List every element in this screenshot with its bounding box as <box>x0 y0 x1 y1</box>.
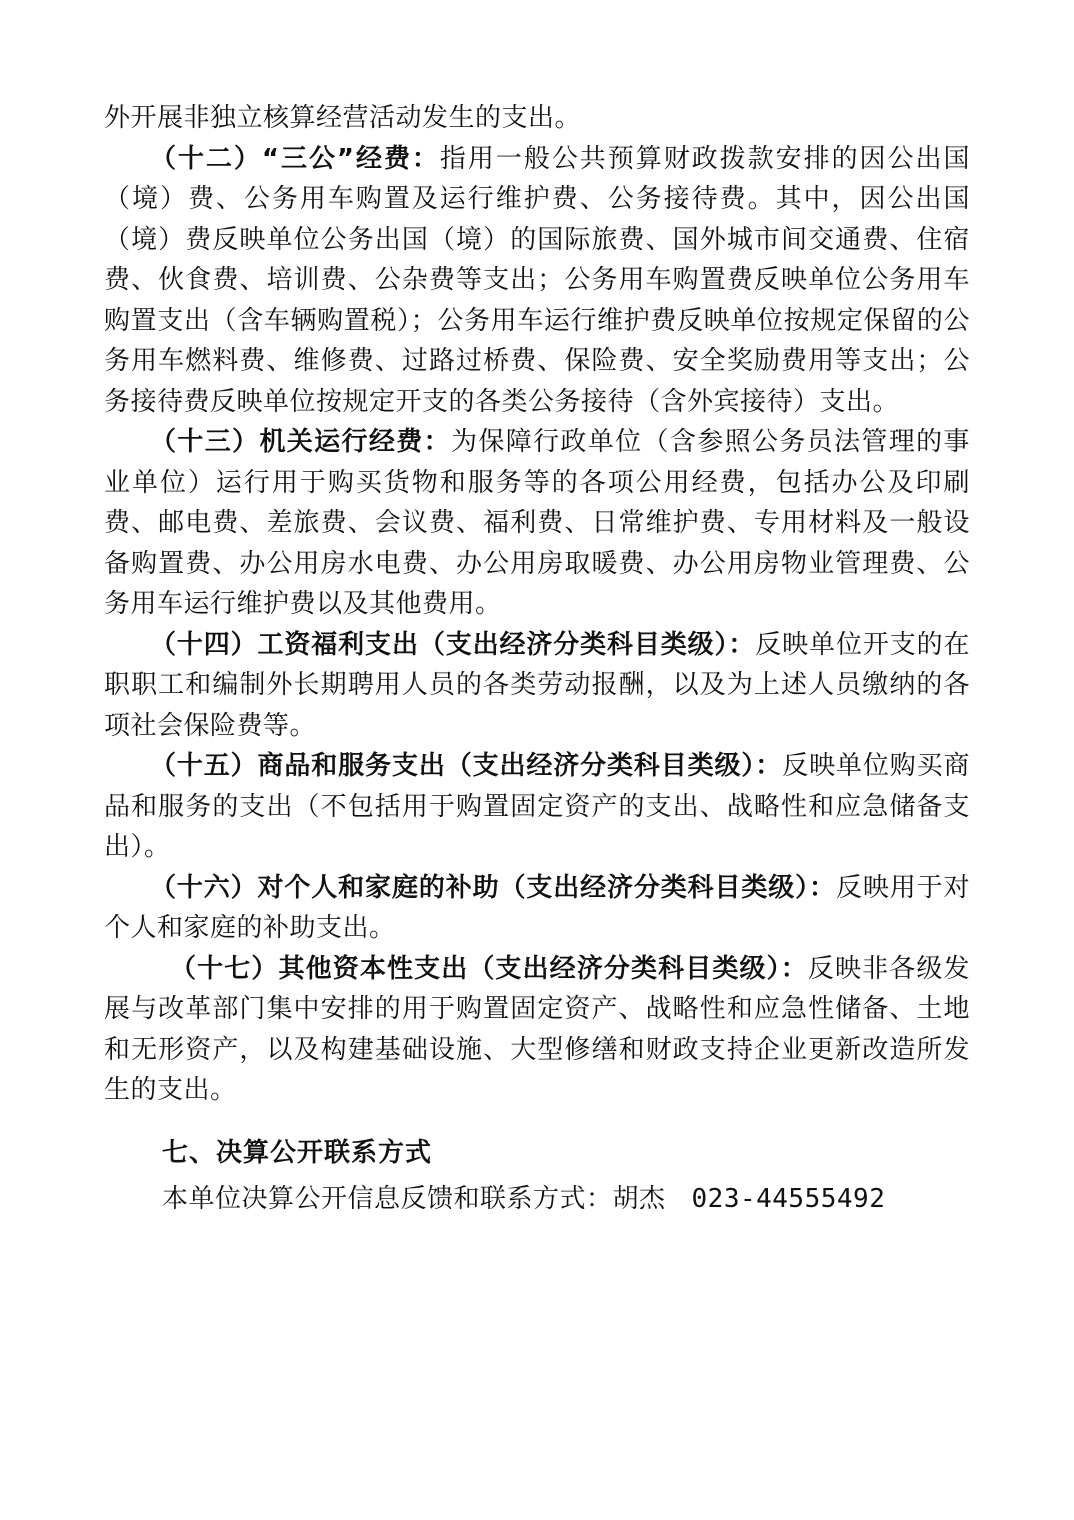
term-heading: （十四）工资福利支出（支出经济分类科目类级）： <box>150 629 756 660</box>
paragraph-body: 反映单位开支的在职职工和编制外长期聘用人员的各类劳动报酬，以及为上述人员缴纳的各项社会保险费等。 <box>104 629 970 741</box>
paragraph-continuation <box>104 98 970 139</box>
paragraph-item-12 <box>104 139 970 423</box>
section-heading: 七、决算公开联系方式 <box>162 1137 433 1168</box>
term-heading: （十六）对个人和家庭的补助（支出经济分类科目类级）： <box>150 872 836 903</box>
contact-phone: 023-44555492 <box>691 1183 886 1214</box>
term-heading: （十二）“三公”经费： <box>150 143 440 174</box>
paragraph-body: 反映单位购买商品和服务的支出（不包括用于购置固定资产的支出、战略性和应急储备支出）。 <box>104 751 970 862</box>
contact-line <box>104 1179 970 1219</box>
paragraph-body: 指用一般公共预算财政拨款安排的因公出国（境）费、公务用车购置及运行维护费、公务接待费。其中，因公出国（境）费反映单位公务出国（境）的国际旅费、国外城市间交通费、住宿费、伙食费、培训费、公杂费等支出；公务用车购置费反映单位公务用车购置支出（含车辆购置税）；公务用车运行维护费反映单位按规定保留的公务用车燃料费、维修费、过路过桥费、保险费、安全奖励费用等支出；公务接待费反映单位按规定开支的各类公务接待（含外宾接待）支出。 <box>104 143 970 417</box>
paragraph-item-17 <box>104 949 970 1111</box>
paragraph-body: 为保障行政单位（含参照公务员法管理的事业单位）运行用于购买货物和服务等的各项公用经费，包括办公及印刷费、邮电费、差旅费、会议费、福利费、日常维护费、专用材料及一般设备购置费、办公用房水电费、办公用房取暖费、办公用房物业管理费、公务用车运行维护费以及其他费用。 <box>104 427 970 619</box>
document-page <box>104 98 970 1219</box>
paragraph-item-16 <box>104 868 970 949</box>
term-heading: （十三）机关运行经费： <box>150 427 451 457</box>
paragraph-item-13 <box>104 422 970 625</box>
term-heading: （十七）其他资本性支出（支出经济分类科目类级）： <box>170 953 808 984</box>
paragraph-body: 反映用于对个人和家庭的补助支出。 <box>104 872 970 943</box>
paragraph-item-15 <box>104 746 970 868</box>
term-heading: （十五）商品和服务支出（支出经济分类科目类级）： <box>150 751 783 781</box>
paragraph-body: 外开展非独立核算经营活动发生的支出。 <box>104 103 582 133</box>
paragraph-body: 反映非各级发展与改革部门集中安排的用于购置固定资产、战略性和应急性储备、土地和无形资产，以及构建基础设施、大型修缮和财政支持企业更新改造所发生的支出。 <box>104 953 970 1105</box>
contact-label: 本单位决算公开信息反馈和联系方式：胡杰 <box>162 1183 666 1214</box>
paragraph-item-14 <box>104 625 970 747</box>
